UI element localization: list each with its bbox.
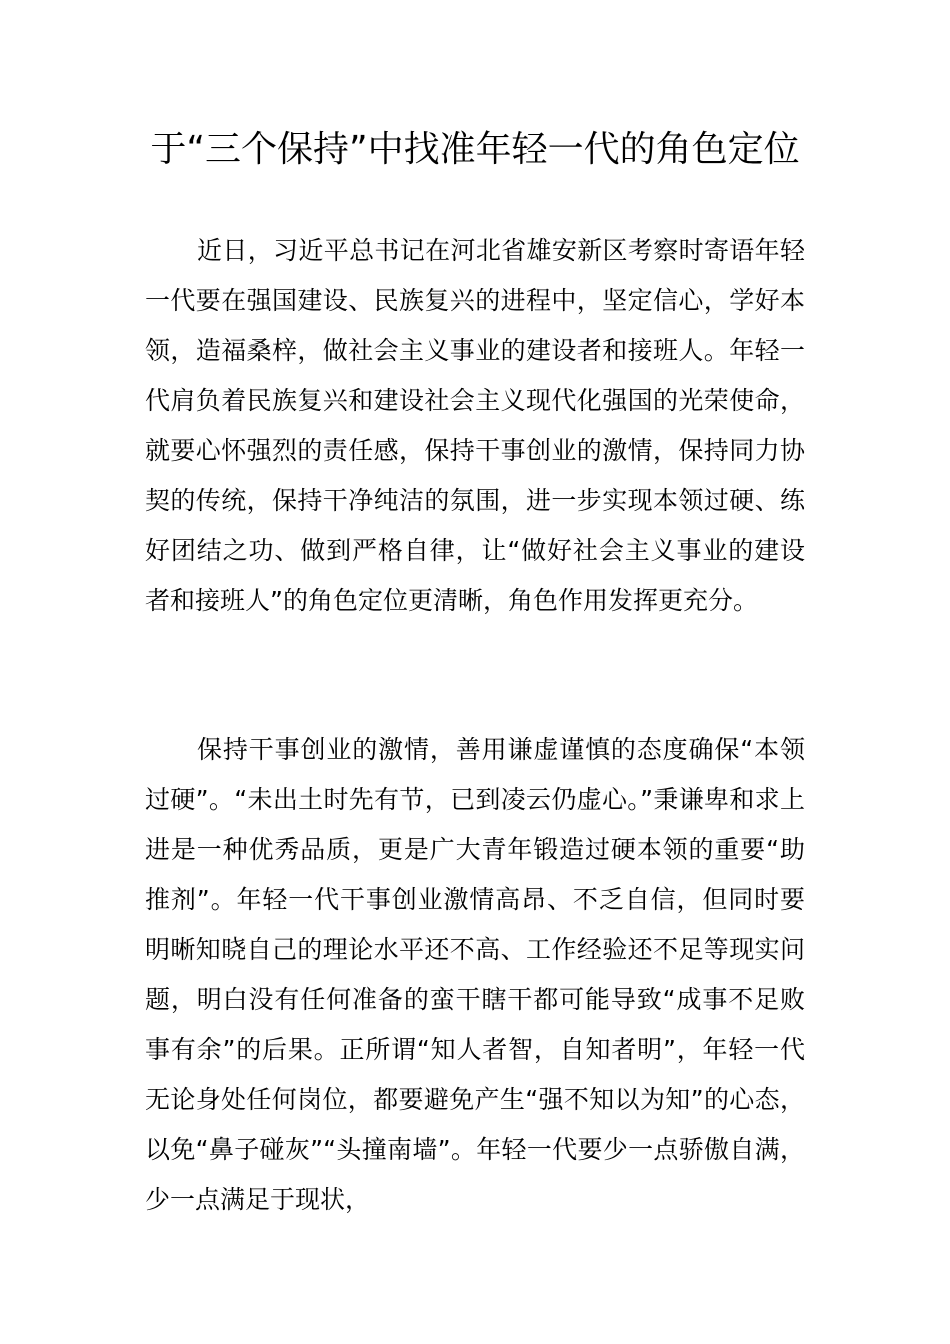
body-paragraph-1: 近日，习近平总书记在河北省雄安新区考察时寄语年轻一代要在强国建设、民族复兴的进程中，坚定信心，学好本领，造福桑梓，做社会主义事业的建设者和接班人。年轻一代肩负着民族复兴和建设社会主义现代化强国的光荣使命，就要心怀强烈的责任感，保持干事创业的激情，保持同力协契的传统，保持干净纯洁的氛围，进一步实现本领过硬、练好团结之功、做到严格自律，让“做好社会主义事业的建设者和接班人”的角色定位更清晰，角色作用发挥更充分。 <box>145 236 805 615</box>
document-title: 于“三个保持”中找准年轻一代的角色定位 <box>150 129 800 170</box>
body-paragraph-2: 保持干事创业的激情，善用谦虚谨慎的态度确保“本领过硬”。“未出土时先有节，已到凌云仍虚心。”秉谦卑和求上进是一种优秀品质，更是广大青年锻造过硬本领的重要“助推剂”。年轻一代干事创业激情高昂、不乏自信，但同时要明晰知晓自己的理论水平还不高、工作经验还不足等现实问题，明白没有任何准备的蛮干瞎干都可能导致“成事不足败事有余”的后果。正所谓“知人者智，自知者明”，年轻一代无论身处任何岗位，都要避免产生“强不知以为知”的心态，以免“鼻子碰灰”“头撞南墙”。年轻一代要少一点骄傲自满，少一点满足于现状， <box>145 735 805 1214</box>
